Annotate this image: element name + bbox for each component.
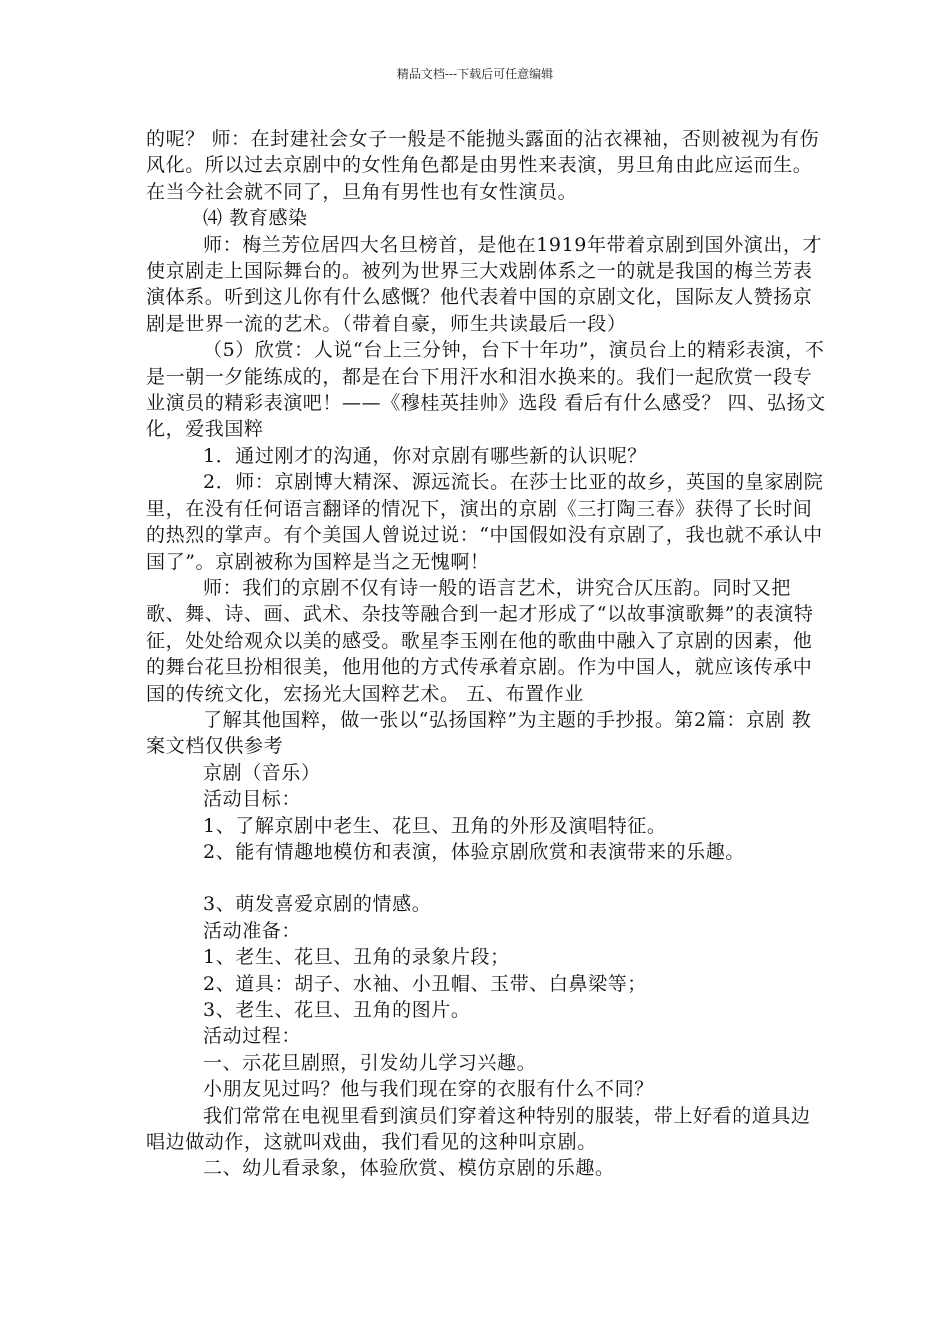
page-header: 精品文档---下载后可任意编辑	[396, 67, 554, 81]
paragraph-14: 活动准备：	[203, 919, 302, 942]
paragraph-16: 2、道具：胡子、水袖、小丑帽、玉带、白鼻梁等；	[203, 972, 647, 995]
paragraph-8: 了解其他国粹，做一张以“弘扬国粹”为主题的手抄报。第2篇：京剧 教案文档仅供参考	[146, 708, 812, 758]
paragraph-2: ⑷ 教育感染	[203, 207, 308, 230]
document-body	[146, 126, 826, 1182]
paragraph-10: 活动目标：	[203, 788, 302, 811]
paragraph-21: 我们常常在电视里看到演员们穿着这种特别的服装，带上好看的道具边唱边做动作，这就叫戏曲，我们看见的这种叫京剧。	[146, 1104, 811, 1154]
paragraph-13: 3、萌发喜爱京剧的情感。	[203, 893, 432, 916]
paragraph-5: 1．通过刚才的沟通，你对京剧有哪些新的认识呢？	[203, 444, 647, 467]
paragraph-6: 2．师：京剧博大精深、源远流长。在莎士比亚的故乡，英国的皇家剧院里，在没有任何语言翻译的情况下，演出的京剧《三打陶三春》获得了长时间的热烈的掌声。有个美国人曾说过说：“中国假如没有京剧了，我也就不承认中国了”。京剧被称为国粹是当之无愧啊！	[146, 471, 824, 573]
paragraph-18: 活动过程：	[203, 1025, 302, 1048]
paragraph-19: 一、示花旦剧照，引发幼儿学习兴趣。	[203, 1051, 537, 1074]
paragraph-3: 师：梅兰芳位居四大名旦榜首，是他在1919年带着京剧到国外演出，才使京剧走上国际舞台的。被列为世界三大戏剧体系之一的就是我国的梅兰芳表演体系。听到这儿你有什么感慨？他代表着中国的京剧文化，国际友人赞扬京剧是世界一流的艺术。（带着自豪，师生共读最后一段）	[146, 233, 823, 335]
paragraph-4: （5）欣赏：人说“台上三分钟，台下十年功”，演员台上的精彩表演，不是一朝一夕能练成的，都是在台下用汗水和泪水换来的。我们一起欣赏一段专业演员的精彩表演吧！——《穆桂英挂帅》选段 看后有什么感受？ 四、弘扬文化，爱我国粹	[146, 339, 826, 441]
paragraph-15: 1、老生、花旦、丑角的录象片段；	[203, 946, 510, 969]
paragraph-7: 师：我们的京剧不仅有诗一般的语言艺术，讲究合仄压韵。同时又把歌、舞、诗、画、武术、杂技等融合到一起才形成了“以故事演歌舞”的表演特征，处处给观众以美的感受。歌星李玉刚在他的歌曲中融入了京剧的因素，他的舞台花旦扮相很美，他用他的方式传承着京剧。作为中国人，就应该传承中国的传统文化，宏扬光大国粹艺术。 五、布置作业	[146, 576, 814, 705]
paragraph-1: 的呢？ 师：在封建社会女子一般是不能抛头露面的沾衣裸袖，否则被视为有伤风化。所以过去京剧中的女性角色都是由男性来表演，男旦角由此应运而生。在当今社会就不同了，旦角有男性也有女性演员。	[146, 128, 820, 203]
paragraph-9: 京剧（音乐）	[203, 761, 321, 784]
paragraph-22: 二、幼儿看录象，体验欣赏、模仿京剧的乐趣。	[203, 1157, 615, 1180]
paragraph-20: 小朋友见过吗？他与我们现在穿的衣服有什么不同？	[203, 1078, 654, 1101]
paragraph-17: 3、老生、花旦、丑角的图片。	[203, 999, 471, 1021]
paragraph-11: 1、了解京剧中老生、花旦、丑角的外形及演唱特征。	[203, 814, 667, 837]
paragraph-12: 2、能有情趣地模仿和表演，体验京剧欣赏和表演带来的乐趣。	[203, 840, 745, 863]
